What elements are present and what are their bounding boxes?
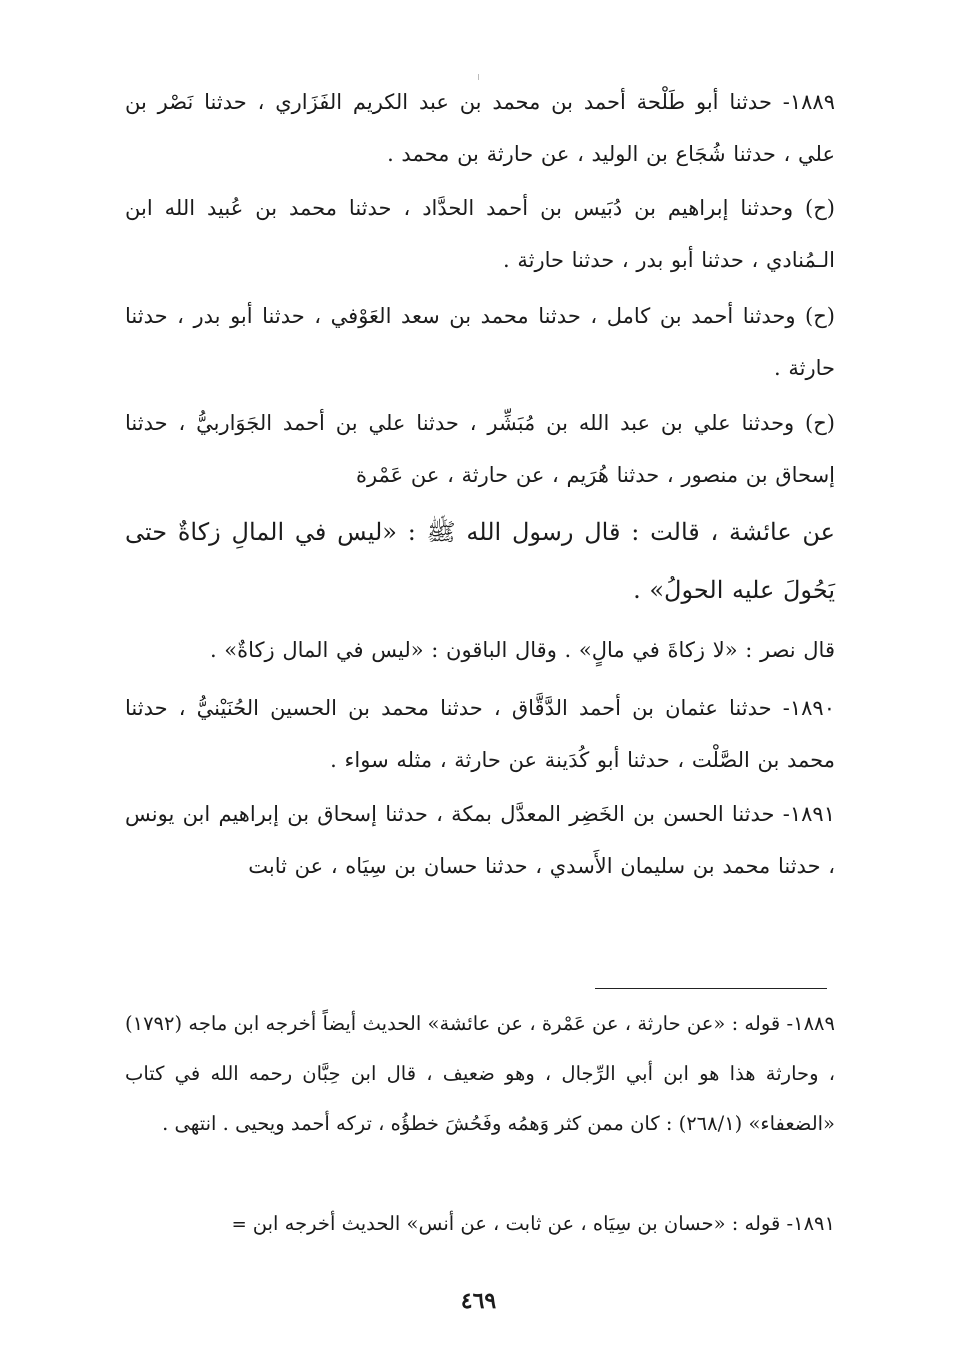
hadith-1891: ١٨٩١- حدثنا الحسن بن الخَضِر المعدَّل بمكة ، حدثنا إسحاق بن إبراهيم ابن يونس ، حدثنا محمد بن سليمان الأَسدي ، حدثنا حسان بن سِيَاه ، عن ثابت bbox=[125, 802, 835, 878]
footnote-1889: ١٨٨٩- قوله : «عن حارثة ، عن عَمْرة ، عن عائشة» الحديث أيضاً أخرجه ابن ماجه (١٧٩٢) ، وحارثة هذا هو ابن أبي الرِّجال ، وهو ضعيف ، قال ابن حِبَّان رحمه الله في كتاب «الضعفاء» (٢٦٨/١) : كان ممن كثر وَهمُه وفَحُشَ خطؤُه ، تركه أحمد ويحيى . انتهى . bbox=[125, 1012, 835, 1135]
hadith-1889-matn: عن عائشة ، قالت : قال رسول الله ﷺ : «ليس في المالِ زكاةٌ حتى يَحُولَ عليه الحولُ» . bbox=[125, 518, 835, 604]
page-number: ٤٦٩ bbox=[460, 1288, 497, 1314]
hadith-1889-variant: قال نصر : «لا زكاةَ في مالٍ» . وقال الباقون : «ليس في المال زكاةٌ» . bbox=[209, 638, 835, 662]
footnote-separator bbox=[595, 988, 827, 989]
hadith-1889-chain-2: (ح) وحدثنا إبراهيم بن دُبَيس بن أحمد الحدَّاد ، حدثنا محمد بن عُبيد الله ابن الـمُنادي ، حدثنا أبو بدر ، حدثنا حارثة . bbox=[125, 196, 835, 272]
hadith-1889-chain: ١٨٨٩- حدثنا أبو طَلْحة أحمد بن محمد بن عبد الكريم الفَزَاري ، حدثنا نَصْر بن علي ، حدثنا شُجَاع بن الوليد ، عن حارثة بن محمد . bbox=[125, 90, 835, 166]
hadith-1889-chain-4: (ح) وحدثنا علي بن عبد الله بن مُبَشِّر ، حدثنا علي بن أحمد الجَوَاربيُّ ، حدثنا إسحاق بن منصور ، حدثنا هُرَيم ، عن حارثة ، عن عَمْرة bbox=[125, 411, 835, 487]
hadith-1890: ١٨٩٠- حدثنا عثمان بن أحمد الدَّقَّاق ، حدثنا محمد بن الحسين الحُنَيْنيُّ ، حدثنا محمد بن الصَّلْت ، حدثنا أبو كُدَينة عن حارثة ، مثله سواء . bbox=[125, 696, 835, 772]
footnote-1891 bbox=[125, 1199, 835, 1250]
continuation-mark: = bbox=[231, 1214, 247, 1235]
hadith-1889-chain-3: (ح) وحدثنا أحمد بن كامل ، حدثنا محمد بن سعد العَوْفي ، حدثنا أبو بدر ، حدثنا حارثة . bbox=[125, 304, 835, 380]
footnote-1891-text: ١٨٩١- قوله : «حسان بن سِيَاه ، عن ثابت ، عن أنس» الحديث أخرجه ابن bbox=[252, 1212, 835, 1235]
